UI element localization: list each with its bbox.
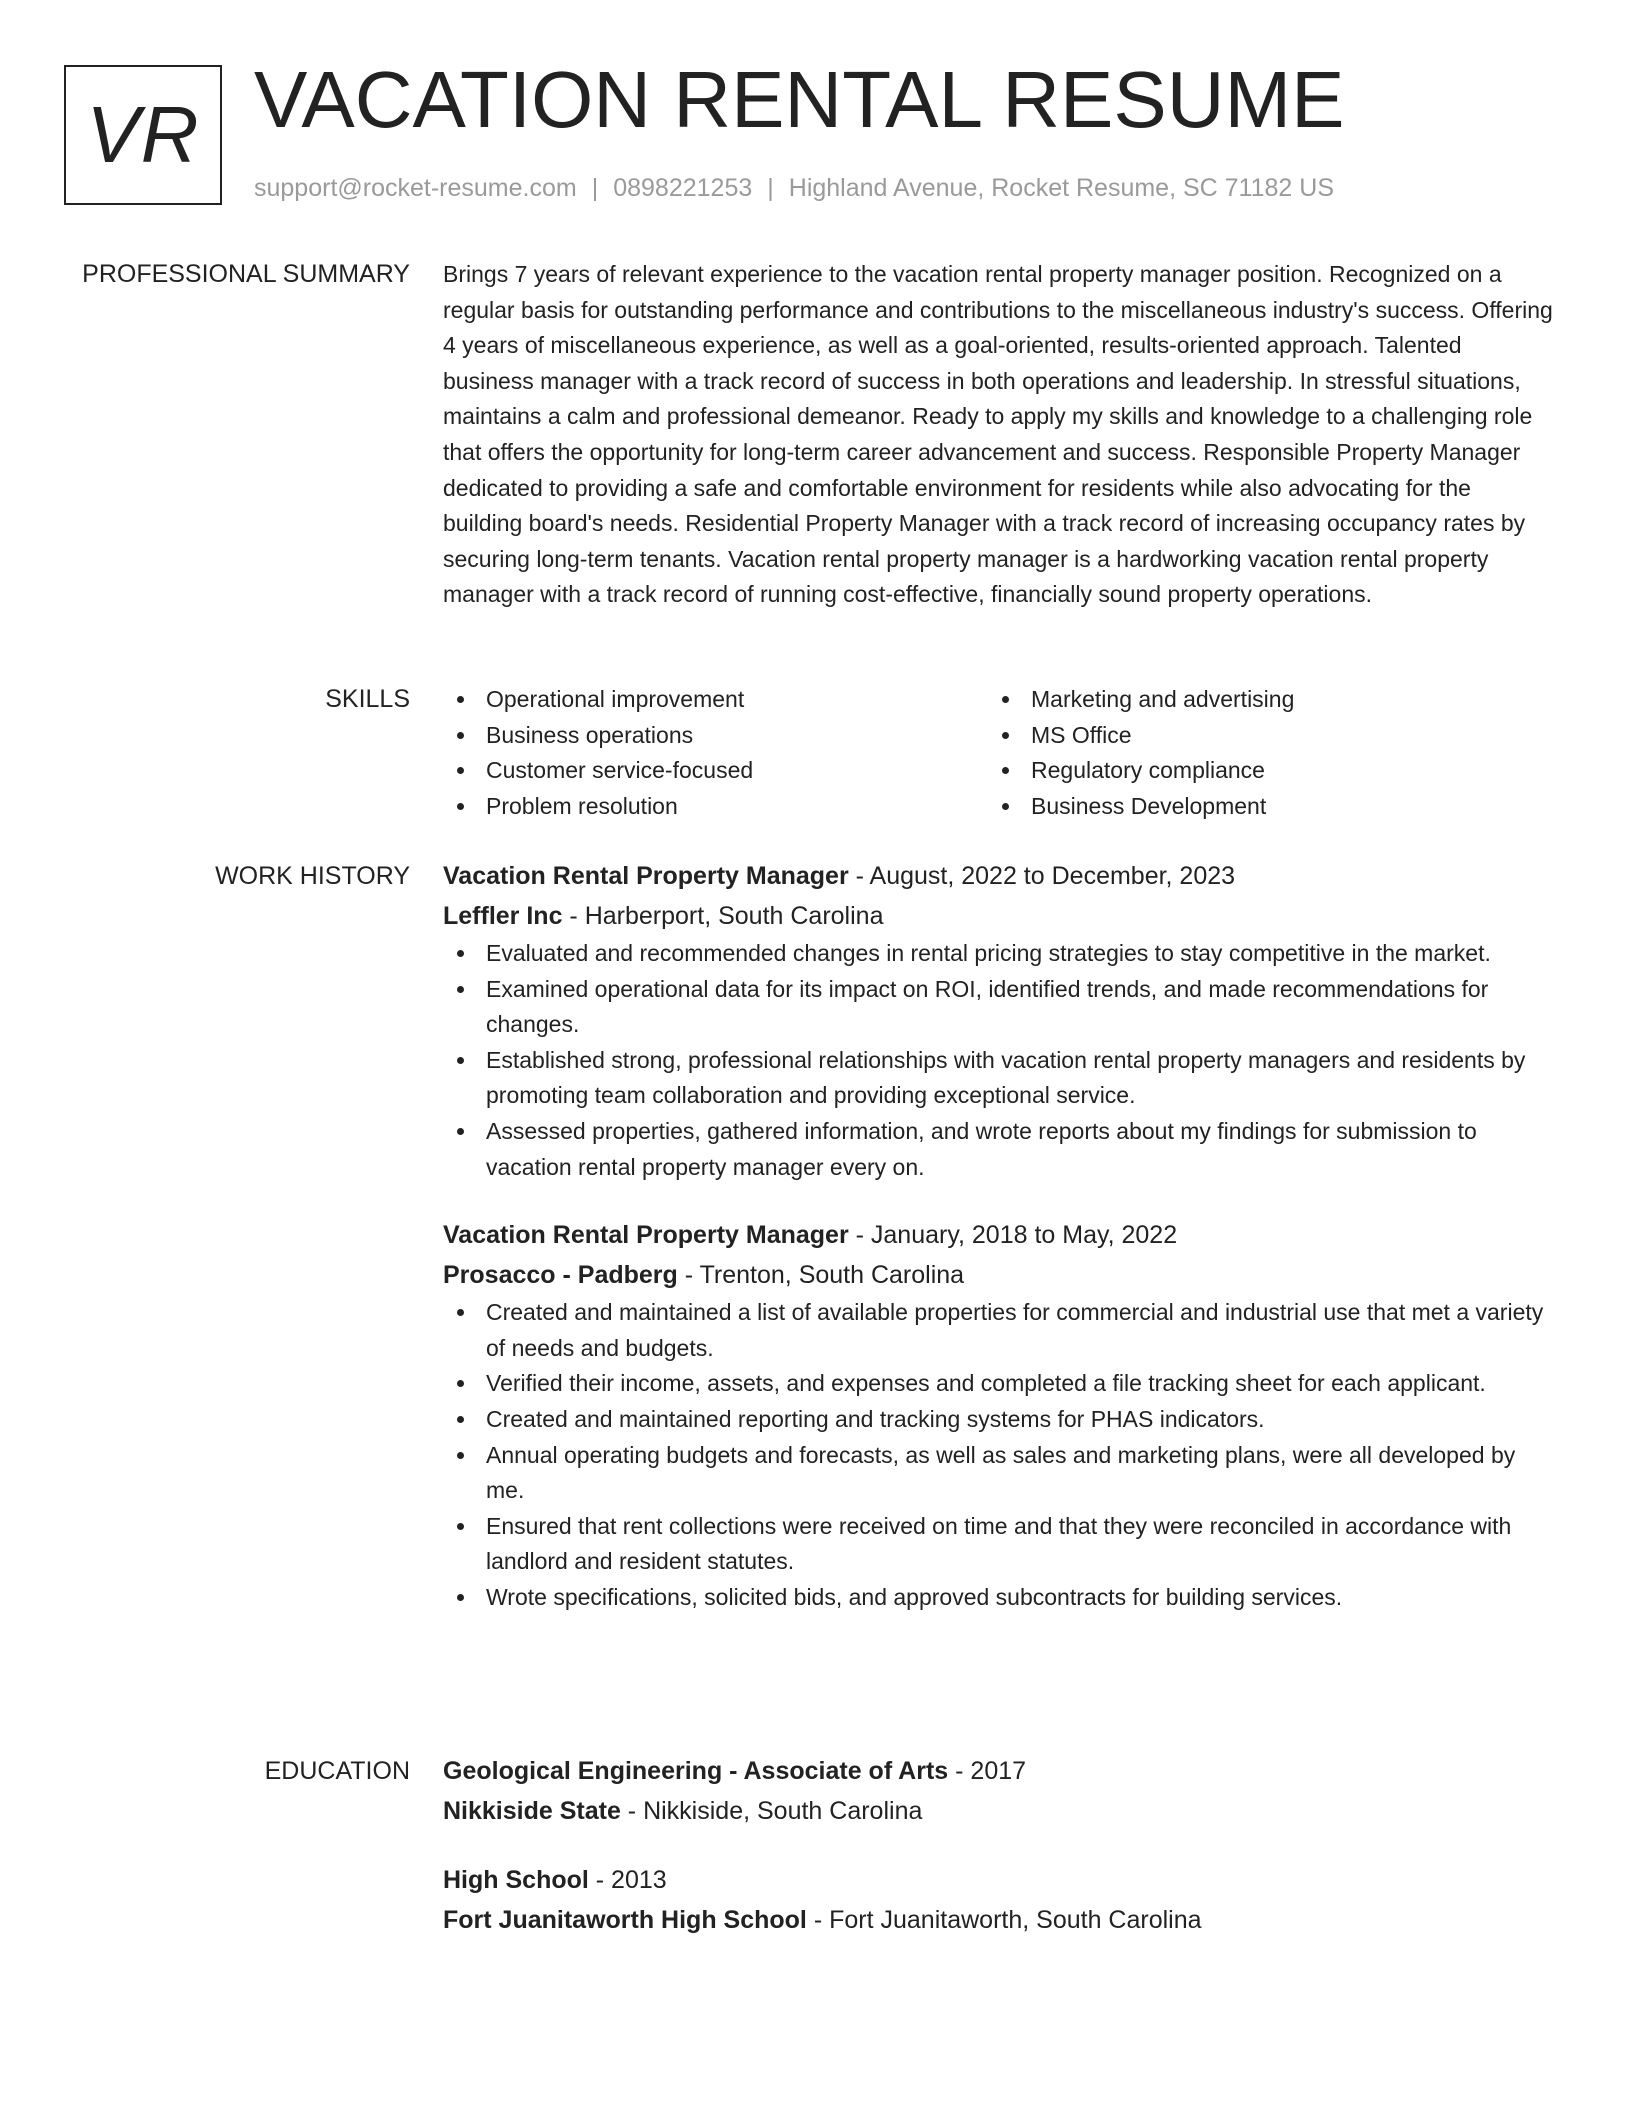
job-location: - Harberport, South Carolina: [562, 902, 884, 930]
job-bullet: Ensured that rent collections were received on time and that they were reconciled in accordance with landlord and resident statutes.: [443, 1509, 1555, 1580]
skill-item: Customer service-focused: [443, 753, 988, 789]
skill-item: Operational improvement: [443, 682, 988, 718]
summary-heading: PROFESSIONAL SUMMARY: [82, 260, 410, 288]
contact-line: [254, 172, 1334, 204]
skills-column-left: [443, 682, 988, 824]
monogram-box: [64, 65, 222, 205]
skills-column-right: [988, 682, 1533, 824]
job-bullet: Established strong, professional relationships with vacation rental property managers and residents by promoting team collaboration and providing exceptional service.: [443, 1043, 1555, 1114]
job-bullet: Annual operating budgets and forecasts, as well as sales and marketing plans, were all developed by me.: [443, 1438, 1555, 1509]
resume-title: VACATION RENTAL RESUME: [254, 55, 1345, 144]
education-year: - 2013: [588, 1866, 667, 1894]
skill-item: Regulatory compliance: [988, 753, 1533, 789]
job-dates: - August, 2022 to December, 2023: [848, 862, 1236, 890]
job-entry: [443, 856, 1555, 1185]
job-bullet: Examined operational data for its impact on ROI, identified trends, and made recommendations for changes.: [443, 972, 1555, 1043]
education-school: Fort Juanitaworth High School: [443, 1906, 807, 1934]
education-entry: [443, 1860, 1555, 1940]
skill-item: MS Office: [988, 718, 1533, 754]
job-bullet: Created and maintained a list of available properties for commercial and industrial use that met a variety of needs and budgets.: [443, 1295, 1555, 1366]
skills-heading: SKILLS: [325, 685, 410, 713]
summary-text: Brings 7 years of relevant experience to the vacation rental property manager position. Recognized on a regular basis for outstanding performance and contributions to the miscellaneous industry's success. Offering 4 years of miscellaneous experience, as well as a goal-oriented, results-oriented approach. Talented business manager with a track record of success in both operations and leadership. In stressful situations, maintains a calm and professional demeanor. Ready to apply my skills and knowledge to a challenging role that offers the opportunity for long-term career advancement and success. Responsible Property Manager dedicated to providing a safe and comfortable environment for residents while also advocating for the building board's needs. Residential Property Manager with a track record of increasing occupancy rates by securing long-term tenants. Vacation rental property manager is a hardworking vacation rental property manager with a track record of running cost-effective, financially sound property operations.: [443, 261, 1553, 608]
job-bullet: Wrote specifications, solicited bids, and approved subcontracts for building services.: [443, 1580, 1555, 1616]
education-body: [443, 1751, 1555, 1969]
work-heading: WORK HISTORY: [215, 862, 410, 890]
education-school: Nikkiside State: [443, 1797, 621, 1825]
job-title: Vacation Rental Property Manager: [443, 862, 849, 890]
job-bullet: Created and maintained reporting and tracking systems for PHAS indicators.: [443, 1402, 1555, 1438]
contact-address: Highland Avenue, Rocket Resume, SC 71182 US: [788, 174, 1334, 202]
job-bullet: Assessed properties, gathered information, and wrote reports about my findings for submission to vacation rental property manager every on.: [443, 1114, 1555, 1185]
job-bullet: Verified their income, assets, and expenses and completed a file tracking sheet for each applicant.: [443, 1366, 1555, 1402]
job-company-line: [443, 1255, 1555, 1295]
skills-body: [443, 682, 1555, 824]
skills-grid: [443, 682, 1555, 824]
summary-body: [443, 257, 1555, 613]
job-title: Vacation Rental Property Manager: [443, 1221, 849, 1250]
skill-item: Problem resolution: [443, 789, 988, 825]
job-bullet: Evaluated and recommended changes in rental pricing strategies to stay competitive in the market.: [443, 936, 1555, 972]
education-school-line: [443, 1900, 1555, 1940]
contact-separator: |: [767, 174, 774, 202]
job-company: Prosacco - Padberg: [443, 1261, 678, 1290]
education-year: - 2017: [948, 1757, 1027, 1785]
monogram-initials: VR: [86, 90, 200, 179]
contact-separator: |: [591, 174, 599, 202]
education-location: - Nikkiside, South Carolina: [620, 1797, 923, 1825]
skill-item: Business Development: [988, 789, 1533, 825]
job-company-line: [443, 896, 1555, 936]
job-location: - Trenton, South Carolina: [677, 1261, 965, 1290]
education-school-line: [443, 1791, 1555, 1831]
job-bullet-list: [443, 936, 1555, 1185]
contact-phone[interactable]: 0898221253: [613, 174, 753, 202]
work-body: [443, 856, 1555, 1646]
skill-item: Business operations: [443, 718, 988, 754]
education-degree: Geological Engineering - Associate of Arts: [443, 1757, 949, 1785]
job-title-line: [443, 1215, 1555, 1255]
job-dates: - January, 2018 to May, 2022: [848, 1221, 1178, 1250]
education-degree-line: [443, 1751, 1555, 1791]
education-entry: [443, 1751, 1555, 1831]
job-title-line: [443, 856, 1555, 896]
job-company: Leffler Inc: [443, 902, 563, 930]
education-heading: EDUCATION: [264, 1757, 410, 1785]
education-degree: High School: [443, 1866, 589, 1894]
education-degree-line: [443, 1860, 1555, 1900]
job-entry: [443, 1215, 1555, 1615]
education-location: - Fort Juanitaworth, South Carolina: [806, 1906, 1202, 1934]
skill-item: Marketing and advertising: [988, 682, 1533, 718]
contact-email[interactable]: support@rocket-resume.com: [254, 174, 577, 202]
job-bullet-list: [443, 1295, 1555, 1615]
